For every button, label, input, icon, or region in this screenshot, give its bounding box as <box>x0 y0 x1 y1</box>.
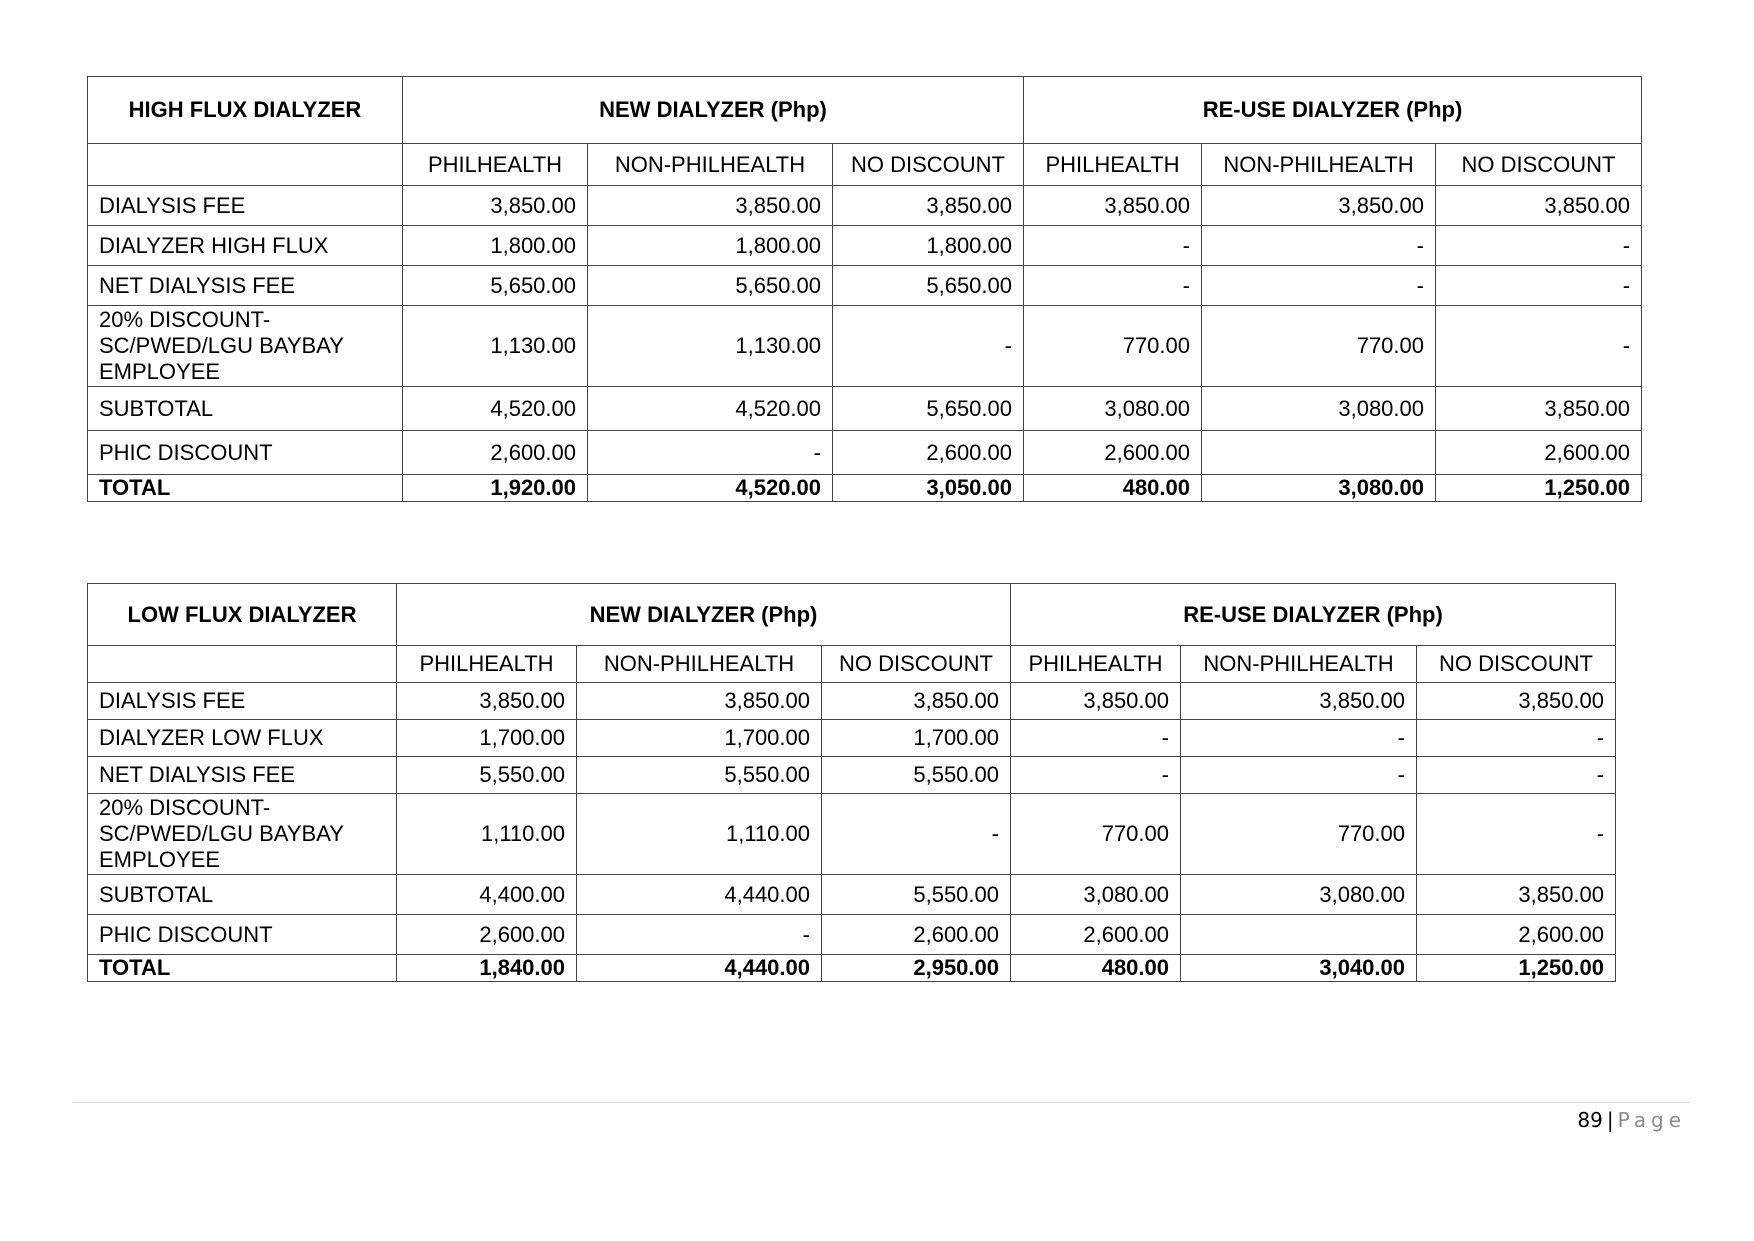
value-cell: - <box>1202 226 1436 266</box>
row-label <box>88 915 397 955</box>
value-cell <box>1181 915 1417 955</box>
value-cell: 3,850.00 <box>1417 875 1616 915</box>
value-cell: 4,520.00 <box>588 475 833 502</box>
total-row <box>88 475 1642 502</box>
value-cell: 3,080.00 <box>1011 875 1181 915</box>
new-dialyzer-header: NEW DIALYZER (Php) <box>403 77 1024 144</box>
value-cell: 1,700.00 <box>577 720 822 757</box>
table-header-row <box>88 584 1616 646</box>
value-cell: 1,700.00 <box>822 720 1011 757</box>
empty-corner-cell <box>88 144 403 186</box>
table-row <box>88 875 1616 915</box>
value-cell: 3,850.00 <box>1011 683 1181 720</box>
table-title: HIGH FLUX DIALYZER <box>88 77 403 144</box>
value-cell: 4,440.00 <box>577 875 822 915</box>
column-subheader: NON-PHILHEALTH <box>1181 646 1417 683</box>
value-cell: 3,850.00 <box>588 186 833 226</box>
row-label-line: SC/PWED/LGU BAYBAY <box>99 821 344 846</box>
value-cell: 3,040.00 <box>1181 955 1417 982</box>
table-row <box>88 915 1616 955</box>
row-label <box>88 875 397 915</box>
value-cell: 5,650.00 <box>588 266 833 306</box>
row-label-line: NET DIALYSIS FEE <box>99 762 296 787</box>
value-cell: 3,850.00 <box>1417 683 1616 720</box>
row-label-line: PHIC DISCOUNT <box>99 921 273 947</box>
value-cell: - <box>588 431 833 475</box>
value-cell: 3,850.00 <box>1202 186 1436 226</box>
value-cell: 2,950.00 <box>822 955 1011 982</box>
value-cell: - <box>822 794 1011 875</box>
column-subheader: NON-PHILHEALTH <box>588 144 833 186</box>
value-cell: 3,080.00 <box>1024 387 1202 431</box>
row-label-line: DIALYZER HIGH FLUX <box>99 232 329 258</box>
value-cell: 770.00 <box>1024 306 1202 387</box>
row-label <box>88 757 397 794</box>
value-cell: 2,600.00 <box>1011 915 1181 955</box>
table-row <box>88 757 1616 794</box>
value-cell <box>1202 431 1436 475</box>
value-cell: 2,600.00 <box>1436 431 1642 475</box>
table-row <box>88 226 1642 266</box>
value-cell: 3,850.00 <box>1024 186 1202 226</box>
value-cell: - <box>1024 266 1202 306</box>
value-cell: 1,110.00 <box>577 794 822 875</box>
value-cell: 3,850.00 <box>1436 186 1642 226</box>
table-row <box>88 794 1616 875</box>
value-cell: 3,080.00 <box>1202 387 1436 431</box>
row-label-line: 20% DISCOUNT- <box>99 795 271 820</box>
value-cell: - <box>577 915 822 955</box>
value-cell: 3,850.00 <box>1181 683 1417 720</box>
column-subheader: NON-PHILHEALTH <box>577 646 822 683</box>
value-cell: 480.00 <box>1011 955 1181 982</box>
value-cell: - <box>1011 757 1181 794</box>
row-label <box>88 431 403 475</box>
value-cell: 2,600.00 <box>1024 431 1202 475</box>
row-label-line: TOTAL <box>99 955 171 980</box>
column-subheader: NO DISCOUNT <box>822 646 1011 683</box>
value-cell: 5,550.00 <box>397 757 577 794</box>
row-label-line: SC/PWED/LGU BAYBAY <box>99 333 344 358</box>
table-row <box>88 683 1616 720</box>
value-cell: 1,130.00 <box>588 306 833 387</box>
column-subheader: PHILHEALTH <box>1024 144 1202 186</box>
value-cell: 4,520.00 <box>403 387 588 431</box>
low-flux-dialyzer-table <box>87 583 1616 982</box>
row-label-line: DIALYSIS FEE <box>99 192 246 218</box>
row-label <box>88 720 397 757</box>
value-cell: 5,650.00 <box>833 387 1024 431</box>
high-flux-dialyzer-table <box>87 76 1642 502</box>
column-subheader: PHILHEALTH <box>397 646 577 683</box>
page-word: Page <box>1617 1108 1686 1132</box>
reuse-dialyzer-header: RE-USE DIALYZER (Php) <box>1024 77 1642 144</box>
value-cell: 3,050.00 <box>833 475 1024 502</box>
value-cell: - <box>1024 226 1202 266</box>
table-row <box>88 266 1642 306</box>
value-cell: 3,850.00 <box>397 683 577 720</box>
value-cell: 3,850.00 <box>822 683 1011 720</box>
column-subheader: NO DISCOUNT <box>1417 646 1616 683</box>
row-label-line: DIALYSIS FEE <box>99 688 246 713</box>
value-cell: 2,600.00 <box>1417 915 1616 955</box>
value-cell: 1,800.00 <box>403 226 588 266</box>
value-cell: 4,520.00 <box>588 387 833 431</box>
value-cell: - <box>1417 757 1616 794</box>
value-cell: 5,550.00 <box>822 757 1011 794</box>
value-cell: - <box>833 306 1024 387</box>
row-label <box>88 475 403 502</box>
row-label <box>88 306 403 387</box>
column-subheader: NON-PHILHEALTH <box>1202 144 1436 186</box>
row-label-line: SUBTOTAL <box>99 881 214 907</box>
value-cell: 3,850.00 <box>1436 387 1642 431</box>
new-dialyzer-header: NEW DIALYZER (Php) <box>397 584 1011 646</box>
column-subheader: PHILHEALTH <box>403 144 588 186</box>
column-subheader: PHILHEALTH <box>1011 646 1181 683</box>
value-cell: 770.00 <box>1011 794 1181 875</box>
table-row <box>88 720 1616 757</box>
value-cell: 2,600.00 <box>833 431 1024 475</box>
table-subheader-row <box>88 144 1642 186</box>
value-cell: 5,650.00 <box>833 266 1024 306</box>
row-label <box>88 186 403 226</box>
reuse-dialyzer-header: RE-USE DIALYZER (Php) <box>1011 584 1616 646</box>
value-cell: - <box>1181 720 1417 757</box>
value-cell: 1,800.00 <box>833 226 1024 266</box>
row-label <box>88 794 397 875</box>
row-label-line: TOTAL <box>99 475 171 500</box>
value-cell: 1,250.00 <box>1417 955 1616 982</box>
table-row <box>88 306 1642 387</box>
value-cell: - <box>1417 794 1616 875</box>
empty-corner-cell <box>88 646 397 683</box>
value-cell: 770.00 <box>1181 794 1417 875</box>
value-cell: 3,080.00 <box>1181 875 1417 915</box>
value-cell: - <box>1417 720 1616 757</box>
value-cell: - <box>1011 720 1181 757</box>
page-number: 89 <box>1577 1108 1603 1132</box>
row-label-line: EMPLOYEE <box>99 359 221 384</box>
value-cell: 3,850.00 <box>577 683 822 720</box>
row-label-line: DIALYZER LOW FLUX <box>99 725 324 750</box>
value-cell: 3,850.00 <box>403 186 588 226</box>
value-cell: 770.00 <box>1202 306 1436 387</box>
row-label <box>88 226 403 266</box>
row-label <box>88 955 397 982</box>
value-cell: 480.00 <box>1024 475 1202 502</box>
table-row <box>88 387 1642 431</box>
footer-divider <box>72 1102 1690 1103</box>
value-cell: 1,250.00 <box>1436 475 1642 502</box>
value-cell: 3,850.00 <box>833 186 1024 226</box>
row-label-line: EMPLOYEE <box>99 847 221 872</box>
value-cell: 2,600.00 <box>822 915 1011 955</box>
value-cell: 4,440.00 <box>577 955 822 982</box>
value-cell: 5,550.00 <box>577 757 822 794</box>
row-label-line: SUBTOTAL <box>99 395 214 421</box>
value-cell: 3,080.00 <box>1202 475 1436 502</box>
value-cell: 1,840.00 <box>397 955 577 982</box>
value-cell: 4,400.00 <box>397 875 577 915</box>
table-subheader-row <box>88 646 1616 683</box>
value-cell: 2,600.00 <box>403 431 588 475</box>
row-label-line: NET DIALYSIS FEE <box>99 272 296 298</box>
total-row <box>88 955 1616 982</box>
value-cell: 1,700.00 <box>397 720 577 757</box>
value-cell: 1,800.00 <box>588 226 833 266</box>
row-label-line: 20% DISCOUNT- <box>99 307 271 332</box>
value-cell: 1,110.00 <box>397 794 577 875</box>
value-cell: 1,130.00 <box>403 306 588 387</box>
value-cell: 2,600.00 <box>397 915 577 955</box>
value-cell: 5,650.00 <box>403 266 588 306</box>
column-subheader: NO DISCOUNT <box>1436 144 1642 186</box>
value-cell: - <box>1436 306 1642 387</box>
row-label <box>88 683 397 720</box>
table-header-row <box>88 77 1642 144</box>
value-cell: - <box>1202 266 1436 306</box>
table-row <box>88 186 1642 226</box>
row-label-line: PHIC DISCOUNT <box>99 439 273 465</box>
page-footer <box>1577 1106 1686 1134</box>
value-cell: - <box>1436 266 1642 306</box>
column-subheader: NO DISCOUNT <box>833 144 1024 186</box>
row-label <box>88 387 403 431</box>
table-title: LOW FLUX DIALYZER <box>88 584 397 646</box>
value-cell: 5,550.00 <box>822 875 1011 915</box>
page-separator: | <box>1606 1108 1614 1132</box>
value-cell: - <box>1436 226 1642 266</box>
value-cell: - <box>1181 757 1417 794</box>
value-cell: 1,920.00 <box>403 475 588 502</box>
table-row <box>88 431 1642 475</box>
row-label <box>88 266 403 306</box>
